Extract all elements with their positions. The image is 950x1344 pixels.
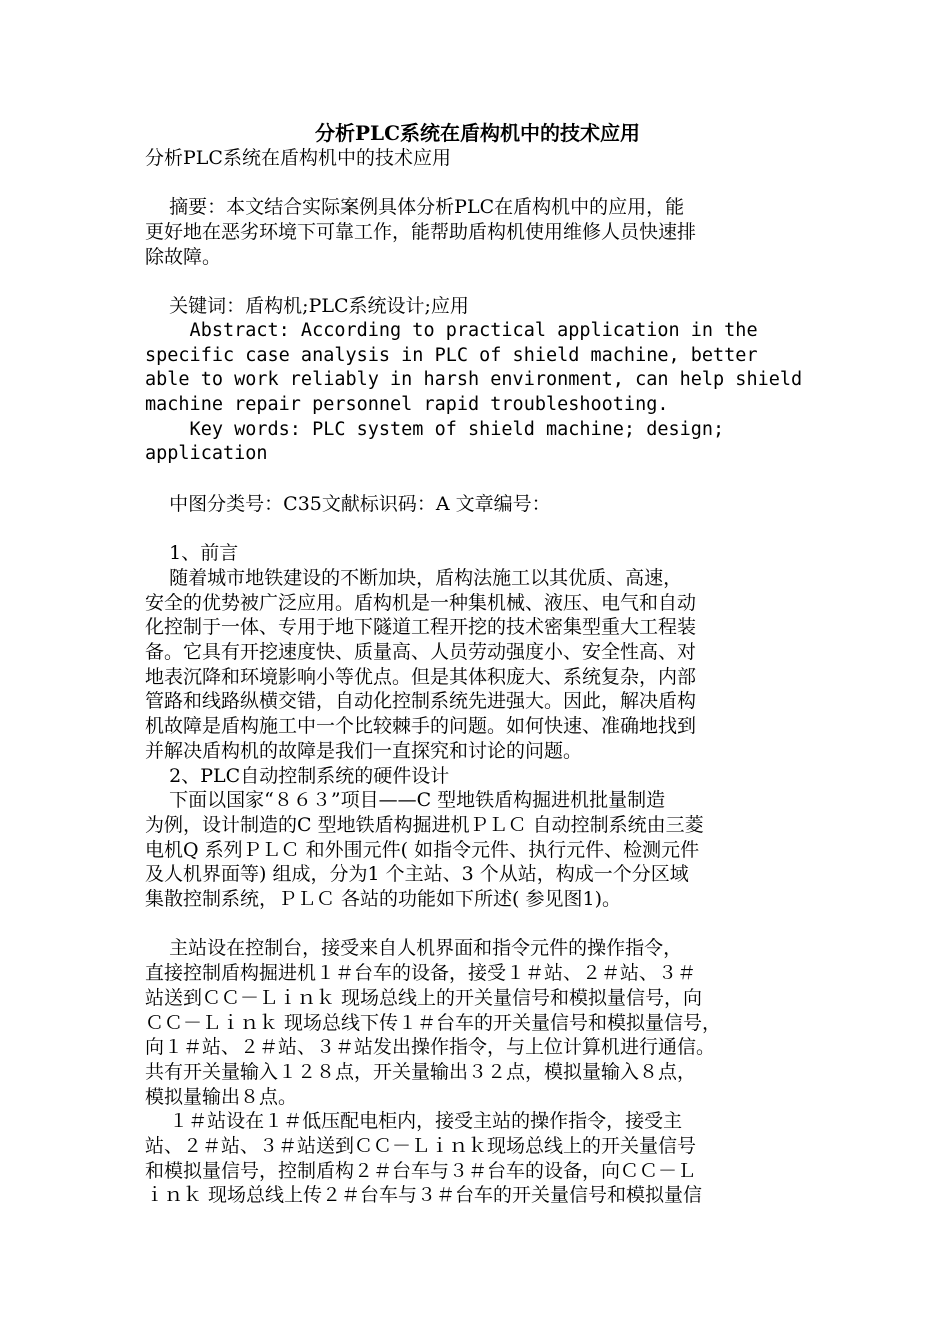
blank-line (145, 171, 810, 196)
document-subtitle: 分析PLC系统在盾构机中的技术应用 (145, 147, 451, 169)
abstract-cn (145, 195, 810, 269)
document-title: 分析PLC系统在盾构机中的技术应用 (314, 121, 641, 145)
body-line: 及人机界面等) 组成，分为1 个主站、3 个从站，构成一个分区域 (145, 863, 689, 886)
keywords-en-line: Key words: PLC system of shield machine; design; (145, 418, 725, 440)
body-line: 随着城市地铁建设的不断加块，盾构法施工以其优质、高速， (145, 566, 683, 589)
abstract-cn-line: 除故障。 (145, 245, 222, 268)
body-line: 为例，设计制造的C 型地铁盾构掘进机ＰＬＣ 自动控制系统由三菱 (145, 813, 704, 836)
classification-line: 中图分类号：C35文献标识码：A 文章编号： (145, 492, 551, 515)
section2-body (145, 788, 810, 912)
master-station-paragraph (145, 936, 810, 1109)
abstract-cn-line: 更好地在恶劣环境下可靠工作，能帮助盾构机使用维修人员快速排 (145, 221, 697, 244)
body-line: 电机Q 系列ＰＬＣ 和外围元件( 如指令元件、执行元件、检测元件 (145, 838, 700, 861)
abstract-en-line: Abstract: According to practical application in the (145, 319, 758, 341)
body-line: 安全的优势被广泛应用。盾构机是一种集机械、液压、电气和自动 (145, 591, 697, 614)
keywords-cn: 关键词：盾构机;PLC系统设计;应用 (145, 295, 469, 318)
body-line: 站送到ＣＣ－Ｌｉｎｋ 现场总线上的开关量信号和模拟量信号，向 (145, 986, 703, 1009)
body-line: ＣＣ－Ｌｉｎｋ 现场总线下传１＃台车的开关量信号和模拟量信号， (145, 1011, 722, 1034)
blank-line (145, 467, 810, 492)
document-page (145, 120, 810, 1208)
body-line: 备。它具有开挖速度快、质量高、人员劳动强度小、安全性高、对 (145, 641, 697, 663)
body-line: 主站设在控制台，接受来自人机界面和指令元件的操作指令， (145, 937, 683, 960)
body-line: 机故障是盾构施工中一个比较棘手的问题。如何快速、准确地找到 (145, 715, 697, 738)
section2-heading: 2、PLC自动控制系统的硬件设计 (145, 764, 450, 787)
keywords-en (145, 418, 810, 467)
abstract-en-line: machine repair personnel rapid troubleshooting. (145, 394, 669, 415)
body-line: 集散控制系统，ＰＬＣ 各站的功能如下所述( 参见图1)。 (145, 888, 621, 911)
body-line: 下面以国家“８６３”项目——C 型地铁盾构掘进机批量制造 (145, 789, 666, 812)
abstract-en-line: able to work reliably in harsh environment, can help shield (145, 369, 803, 391)
keywords-en-line: application (145, 443, 268, 465)
abstract-en (145, 319, 810, 418)
body-line: ｉｎｋ 现场总线上传２＃台车与３＃台车的开关量信号和模拟量信 (145, 1184, 703, 1207)
body-line: 地表沉降和环境影响小等优点。但是其体积庞大、系统复杂，内部 (145, 665, 697, 688)
body-line: 共有开关量输入１２８点，开关量输出３２点，模拟量输入８点， (145, 1060, 697, 1083)
blank-line (145, 912, 810, 937)
body-line: 并解决盾构机的故障是我们一直探究和讨论的问题。 (145, 739, 583, 762)
section1-body (145, 566, 810, 764)
blank-line (145, 270, 810, 295)
body-line: 管路和线路纵横交错，自动化控制系统先进强大。因此，解决盾构 (145, 690, 697, 713)
body-line: 向１＃站、２＃站、３＃站发出操作指令，与上位计算机进行通信。 (145, 1036, 716, 1059)
abstract-en-line: specific case analysis in PLC of shield machine, better (145, 344, 758, 366)
body-line: 化控制于一体、专用于地下隧道工程开挖的技术密集型重大工程装 (145, 616, 697, 639)
section1-heading: 1、前言 (145, 542, 239, 565)
body-line: 直接控制盾构掘进机１＃台车的设备，接受１＃站、２＃站、３＃ (145, 962, 697, 985)
body-line: １＃站设在１＃低压配电柜内，接受主站的操作指令，接受主 (145, 1110, 683, 1133)
station1-paragraph (145, 1109, 810, 1208)
abstract-cn-line: 摘要：本文结合实际案例具体分析PLC在盾构机中的应用，能 (145, 196, 685, 219)
body-line: 和模拟量信号，控制盾构２＃台车与３＃台车的设备，向ＣＣ－Ｌ (145, 1159, 697, 1182)
body-line: 站、２＃站、３＃站送到ＣＣ－Ｌｉｎｋ现场总线上的开关量信号 (145, 1135, 697, 1158)
body-line: 模拟量输出８点。 (145, 1085, 298, 1108)
blank-line (145, 517, 810, 542)
